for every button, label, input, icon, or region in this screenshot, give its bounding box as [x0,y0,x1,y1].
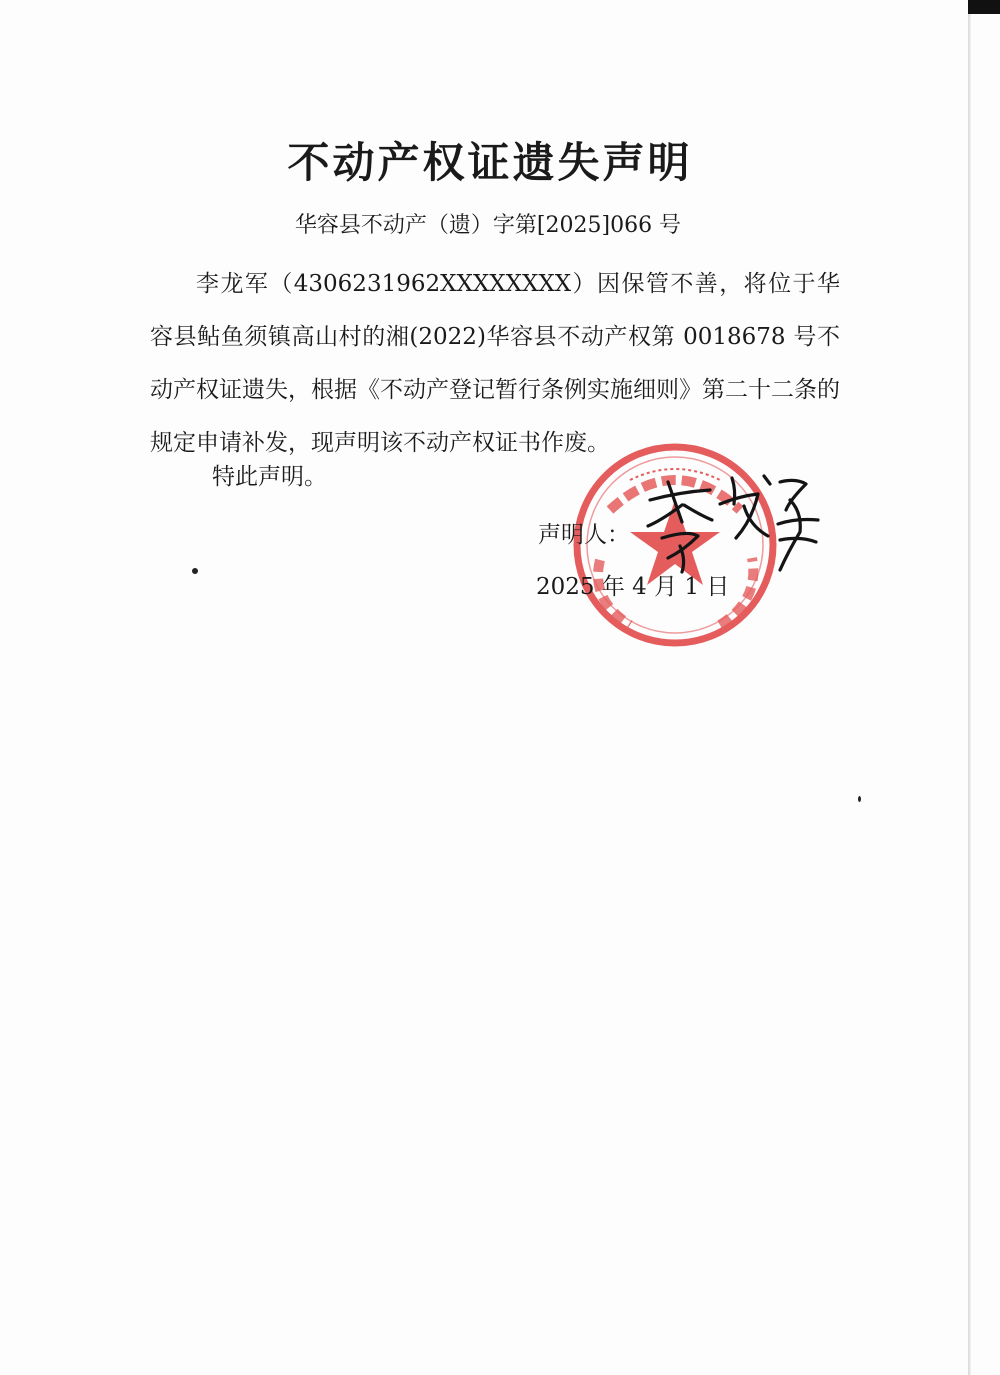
declaration-date: 2025 年 4 月 1 日 [536,574,730,600]
scan-speck [192,568,198,574]
page-edge [968,0,971,1375]
document-number: 华容县不动产（遗）字第[2025]066 号 [294,213,682,238]
handwritten-signature [640,460,830,580]
declarant-label: 声明人： [538,522,630,548]
body-paragraph: 李龙军（4306231962XXXXXXXX）因保管不善，将位于华容县鲇鱼须镇高山村的湘(2022)华容县不动产权第 0018678 号不动产权证遗失，根据《不动产登记暂行条例实施细则》第二十二条的规定申请补发，现声明该不动产权证书作废。 [150,271,840,456]
closing-statement: 特此声明。 [212,464,327,490]
document-title: 不动产权证遗失声明 [287,138,693,187]
scan-corner-mark [968,0,1000,14]
document-body [150,258,840,470]
scan-speck [858,796,861,802]
